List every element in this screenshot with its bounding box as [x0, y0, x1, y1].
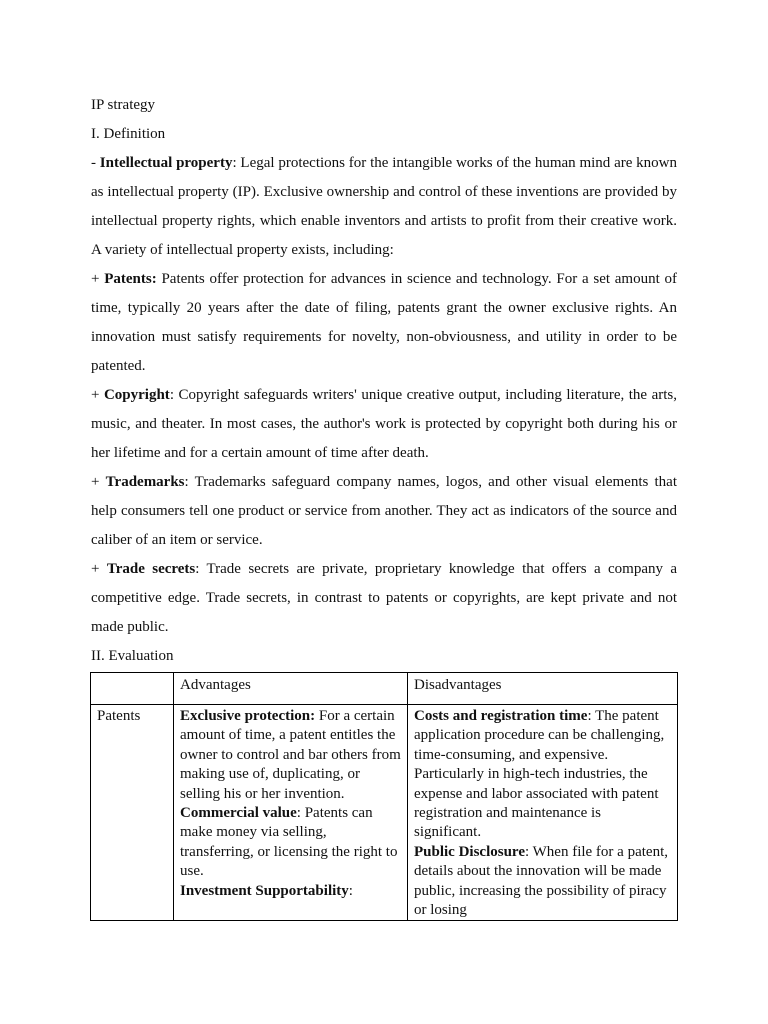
- item-term: Patents:: [104, 271, 157, 287]
- intro-term: Intellectual property: [99, 155, 233, 171]
- disadvantage-term: Costs and registration time: [414, 708, 588, 724]
- intro-paragraph: [91, 149, 677, 265]
- disadvantage-text: : When file for a patent, details about the innovation will be made public, increasing the possibility of piracy or losing: [414, 843, 668, 918]
- item-text: : Copyright safeguards writers' unique creative output, including literature, the arts, music, and theater. In most cases, the author's work is protected by copyright both during his or her lifetime and for a certain amount of time after death.: [91, 387, 677, 461]
- advantage-term: Exclusive protection:: [180, 708, 316, 724]
- evaluation-table: [90, 672, 678, 921]
- item-trademarks: [91, 468, 677, 555]
- section-definition-heading: I. Definition: [91, 126, 166, 142]
- item-copyright: [91, 381, 677, 468]
- item-term: Copyright: [103, 387, 170, 403]
- table-row: [91, 705, 678, 921]
- item-text: : Trade secrets are private, proprietary knowledge that offers a company a competitive edge. Trade secrets, in contrast to patents or copyrights, are kept private and not made public.: [91, 561, 677, 635]
- item-text: : Trademarks safeguard company names, logos, and other visual elements that help consumers tell one product or service from another. They act as indicators of the source and caliber of an item or service.: [91, 474, 677, 548]
- item-patents: [91, 265, 677, 381]
- disadvantages-cell: [408, 705, 678, 921]
- advantage-text: :: [348, 882, 353, 899]
- document-title: IP strategy: [91, 97, 156, 113]
- section-evaluation-heading: II. Evaluation: [91, 648, 174, 664]
- item-term: Trade secrets: [106, 561, 196, 577]
- item-prefix: +: [91, 474, 106, 490]
- item-trade-secrets: [91, 555, 677, 642]
- item-prefix: +: [91, 271, 105, 287]
- row-label-cell: [91, 705, 174, 921]
- advantage-term: Investment Supportability: [180, 882, 349, 899]
- row-label: Patents: [97, 708, 141, 724]
- intro-text: : Legal protections for the intangible works of the human mind are known as intellectual property (IP). Exclusive ownership and control of these inventions are provided by intellectual property rights, which enable inventors and artists to profit from their creative work. A variety of intellectual property exists, including:: [91, 155, 678, 258]
- disadvantage-term: Public Disclosure: [414, 843, 525, 860]
- advantage-text: : Patents can make money via selling, transferring, or licensing the right to use.: [180, 805, 398, 880]
- advantage-term: Commercial value: [180, 805, 297, 822]
- item-prefix: +: [91, 387, 104, 403]
- item-prefix: +: [91, 561, 107, 577]
- table-header-row: [91, 673, 678, 705]
- disadvantages-content: [414, 707, 671, 918]
- table-header-cell: Advantages: [174, 673, 408, 705]
- advantage-text: For a certain amount of time, a patent entitles the owner to control and bar others from making use of, duplicating, or selling his or her invention.: [180, 708, 401, 802]
- intro-prefix: -: [91, 155, 100, 171]
- advantages-cell: [174, 705, 408, 921]
- advantages-content: [180, 707, 401, 918]
- item-text: Patents offer protection for advances in science and technology. For a set amount of time, typically 20 years after the date of filing, patents grant the owner exclusive rights. An innovation must satisfy requirements for novelty, non-obviousness, and utility in order to be patented.: [91, 271, 677, 374]
- table-header-cell: Disadvantages: [408, 673, 678, 705]
- item-term: Trademarks: [105, 474, 185, 490]
- disadvantage-text: : The patent application procedure can be challenging, time-consuming, and expensive. Particularly in high-tech industries, the expense and labor associated with patent registration and maintenance is significant.: [414, 708, 665, 841]
- table-header-cell: [91, 673, 174, 705]
